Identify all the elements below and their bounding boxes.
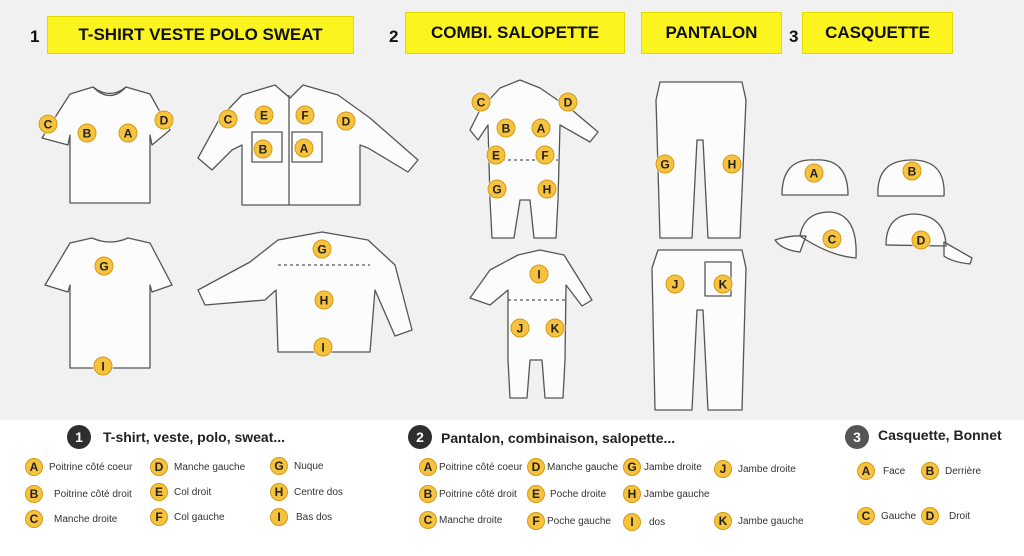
legend-letter: D: [150, 458, 168, 476]
legend-1-item: [270, 483, 343, 501]
legend-letter: B: [921, 462, 939, 480]
marker-cap-c: C: [823, 230, 842, 249]
legend-text: Poitrine côté coeur: [439, 461, 523, 473]
legend-text: Derrière: [945, 465, 982, 477]
legend-letter: J: [714, 460, 732, 478]
marker-pants-j: J: [666, 275, 685, 294]
legend-text: Col gauche: [174, 511, 225, 523]
legend-text: Gauche: [881, 510, 917, 522]
marker-overall-f: F: [536, 146, 555, 165]
legend-text: Face: [883, 465, 906, 477]
legend-3-item: [857, 462, 905, 480]
marker-jacket-b: B: [254, 140, 273, 159]
cap-left-drawing: [775, 212, 856, 258]
legend-letter: E: [527, 485, 545, 503]
legend-1-badge: 1: [67, 425, 91, 449]
section-3-number: 3: [789, 27, 799, 46]
legend-text: Poitrine côté coeur: [49, 461, 133, 473]
legend-letter: A: [857, 462, 875, 480]
legend-1-item: [25, 510, 117, 528]
legend-letter: C: [419, 511, 437, 529]
marker-overall-g: G: [488, 180, 507, 199]
legend-text: Poche gauche: [547, 515, 611, 527]
legend-text: Poitrine côté droit: [439, 488, 517, 500]
marker-jacket-c: C: [219, 110, 238, 129]
section-1-header: T-SHIRT VESTE POLO SWEAT: [47, 16, 354, 54]
marker-jacket-i: I: [314, 338, 333, 357]
legend-2-badge: 2: [408, 425, 432, 449]
marker-jacket-d: D: [337, 112, 356, 131]
legend-text: Poche droite: [550, 488, 607, 500]
marker-cap-d: D: [912, 231, 931, 250]
marker-pants-g: G: [656, 155, 675, 174]
marker-jacket-f: F: [296, 106, 315, 125]
marker-overall-c: C: [472, 93, 491, 112]
legend-1-item: [25, 485, 132, 503]
legend-letter: C: [25, 510, 43, 528]
legend-text: Jambe gauche: [738, 515, 804, 527]
legend-text: Jambe gauche: [644, 488, 710, 500]
legend-2-item: [419, 458, 522, 476]
marker-tshirt-i: I: [94, 357, 113, 376]
legend-3-item: [921, 462, 981, 480]
legend-1-item: [270, 508, 332, 526]
marker-overall-h: H: [538, 180, 557, 199]
legend-text: Manche gauche: [547, 461, 619, 473]
legend-3-badge: 3: [845, 425, 869, 449]
marker-cap-a: A: [805, 164, 824, 183]
marker-overall-j: J: [511, 319, 530, 338]
marker-overall-d: D: [559, 93, 578, 112]
legend-letter: D: [527, 458, 545, 476]
section-1-number: 1: [30, 27, 40, 46]
legend-2-item: [623, 458, 702, 476]
legend-letter: I: [623, 513, 641, 531]
legend-1-item: [150, 458, 245, 476]
legend-text: Manche droite: [54, 513, 118, 525]
legend-letter: F: [150, 508, 168, 526]
marker-tshirt-d: D: [155, 111, 174, 130]
marker-jacket-h: H: [315, 291, 334, 310]
legend-letter: B: [419, 485, 437, 503]
marker-tshirt-a: A: [119, 124, 138, 143]
legend-text: Centre dos: [294, 486, 343, 498]
legend-text: Jambe droite: [644, 461, 702, 473]
legend-text: Nuque: [294, 460, 324, 472]
legend-letter: D: [921, 507, 939, 525]
section-3-header: CASQUETTE: [802, 12, 953, 54]
legend-letter: B: [25, 485, 43, 503]
legend-letter: H: [623, 485, 641, 503]
legend-2-item: [419, 511, 502, 529]
marker-pants-k: K: [714, 275, 733, 294]
legend-3-item: [921, 507, 970, 525]
legend-2-item: [714, 460, 796, 478]
legend-letter: G: [623, 458, 641, 476]
legend-letter: A: [25, 458, 43, 476]
legend-2-item: [623, 485, 710, 503]
legend-text: Bas dos: [296, 511, 333, 523]
legend-letter: E: [150, 483, 168, 501]
marker-tshirt-b: B: [78, 124, 97, 143]
legend-2-item: [714, 512, 804, 530]
legend-3-title: Casquette, Bonnet: [878, 427, 1002, 443]
legend-2-item: [419, 485, 517, 503]
tshirt-front-drawing: [42, 87, 170, 203]
jacket-back-drawing: [198, 232, 412, 352]
marker-overall-e: E: [487, 146, 506, 165]
marker-overall-k: K: [546, 319, 565, 338]
legend-1-item: [25, 458, 132, 476]
legend-1-item: [270, 457, 323, 475]
legend-letter: H: [270, 483, 288, 501]
legend-text: Jambe droite: [738, 463, 796, 475]
marker-overall-a: A: [532, 119, 551, 138]
legend-letter: G: [270, 457, 288, 475]
section-2-number: 2: [389, 27, 399, 46]
legend-letter: C: [857, 507, 875, 525]
marker-jacket-a: A: [295, 139, 314, 158]
marker-jacket-e: E: [255, 106, 274, 125]
legend-text: Droit: [949, 510, 971, 522]
legend-text: Col droit: [174, 486, 212, 498]
legend-letter: A: [419, 458, 437, 476]
legend-2-title: Pantalon, combinaison, salopette...: [441, 430, 676, 446]
marker-jacket-g: G: [313, 240, 332, 259]
legend-text: Manche droite: [439, 514, 503, 526]
legend-letter: K: [714, 512, 732, 530]
legend-2-item: [527, 485, 606, 503]
legend-3-item: [857, 507, 916, 525]
legend-2-item: [527, 458, 618, 476]
section-2-header: COMBI. SALOPETTE: [405, 12, 625, 54]
legend-text: Manche gauche: [174, 461, 246, 473]
legend-1-item: [150, 508, 225, 526]
marker-overall-i: I: [530, 265, 549, 284]
marker-cap-b: B: [903, 162, 922, 181]
legend-text: dos: [649, 516, 666, 528]
section-pantalon-header: PANTALON: [641, 12, 782, 54]
marker-overall-b: B: [497, 119, 516, 138]
legend-letter: F: [527, 512, 545, 530]
legend-1-title: T-shirt, veste, polo, sweat...: [103, 429, 286, 445]
marker-tshirt-g: G: [95, 257, 114, 276]
legend-2-item: [527, 512, 611, 530]
legend-2-item: [623, 513, 665, 531]
legend-1-item: [150, 483, 211, 501]
pants-back-drawing: [652, 250, 746, 410]
legend-letter: I: [270, 508, 288, 526]
marker-pants-h: H: [723, 155, 742, 174]
marker-tshirt-c: C: [39, 115, 58, 134]
legend-text: Poitrine côté droit: [54, 488, 132, 500]
